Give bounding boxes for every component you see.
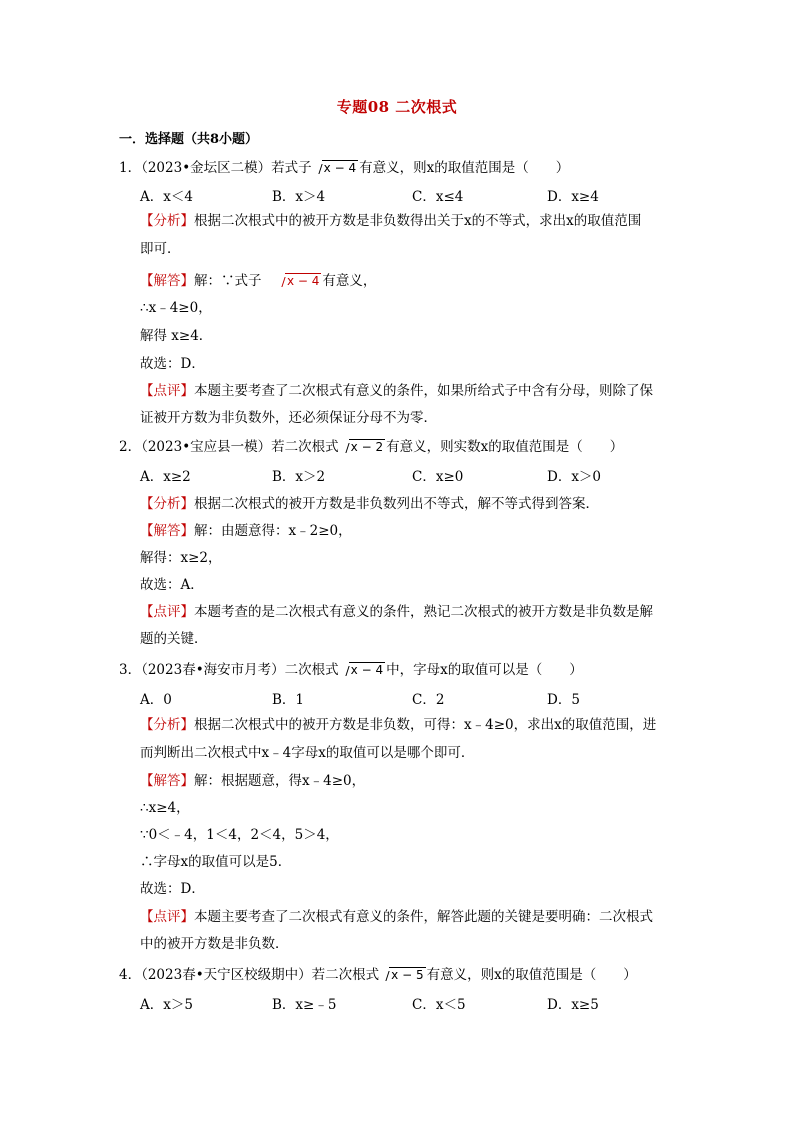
- question-3-comment: 【点评】本题主要考查了二次根式有意义的条件，解答此题的关键是要明确：二次根式: [140, 909, 653, 925]
- option-c: C．x≥0: [412, 469, 464, 485]
- solution-step: ∴x≥4，: [140, 800, 190, 816]
- solution-step: ∴字母x的取值可以是5．: [140, 854, 292, 870]
- option-d: D．x≥5: [547, 997, 599, 1013]
- option-b: B．1: [272, 692, 305, 708]
- question-4-options: [140, 993, 740, 1013]
- option-a: A．x＞5: [140, 997, 193, 1013]
- question-2-options: [140, 465, 740, 485]
- option-d: D．x＞0: [547, 469, 602, 485]
- question-2-stem: 2．（2023•宝应县一模）若二次根式 x − 2 有意义，则实数x的取值范围是（ ）: [119, 439, 624, 455]
- solution-step: ∴x﹣4≥0，: [140, 300, 212, 316]
- solution-step: ∵0＜﹣4，1＜4，2＜4，5＞4，: [140, 827, 339, 843]
- question-1-options: [140, 185, 740, 205]
- option-b: B．x＞4: [272, 189, 326, 205]
- sqrt-expression: x − 5: [380, 965, 425, 985]
- question-3-answer: 【解答】解：根据题意，得x﹣4≥0，: [140, 773, 366, 789]
- question-4-stem: 4．（2023春•天宁区校级期中）若二次根式 x − 5 有意义，则x的取值范围是（ ）: [119, 967, 637, 983]
- question-2-comment-cont: 题的关键．: [140, 631, 208, 647]
- option-d: D．x≥4: [547, 189, 599, 205]
- option-c: C．2: [412, 692, 445, 708]
- question-1-comment: 【点评】本题主要考查了二次根式有意义的条件，如果所给式子中含有分母，则除了保: [140, 383, 653, 399]
- question-2-answer: 【解答】解：由题意得：x﹣2≥0，: [140, 523, 352, 539]
- option-a: A．0: [140, 692, 172, 708]
- option-d: D．5: [547, 692, 580, 708]
- option-b: B．x≥﹣5: [272, 997, 337, 1013]
- option-c: C．x＜5: [412, 997, 466, 1013]
- sqrt-expression: x − 2: [340, 437, 385, 457]
- option-b: B．x＞2: [272, 469, 326, 485]
- question-3-options: [140, 688, 740, 708]
- question-3-comment-cont: 中的被开方数是非负数．: [140, 936, 289, 952]
- question-1-comment-cont: 证被开方数为非负数外，还必须保证分母不为零．: [140, 410, 437, 426]
- question-1-analysis-cont: 即可．: [140, 241, 181, 257]
- sqrt-expression: x − 4: [313, 158, 358, 178]
- sqrt-expression: x − 4: [276, 271, 321, 291]
- question-1-answer: 【解答】解：∵式子 x − 4 有意义，: [140, 273, 377, 289]
- page-title: 专题08 二次根式: [336, 98, 458, 116]
- option-c: C．x≤4: [412, 189, 464, 205]
- solution-step: 解得 x≥4．: [140, 328, 213, 344]
- question-2-analysis: 【分析】根据二次根式的被开方数是非负数列出不等式，解不等式得到答案．: [140, 496, 599, 512]
- question-1-stem: 1．（2023•金坛区二模）若式子 x − 4 有意义，则x的取值范围是（ ）: [119, 160, 570, 176]
- question-3-stem: 3．（2023春•海安市月考）二次根式 x − 4 中，字母x的取值可以是（ ）: [119, 662, 583, 678]
- solution-choice: 故选：A．: [140, 577, 204, 593]
- question-1-analysis: 【分析】根据二次根式中的被开方数是非负数得出关于x的不等式，求出x的取值范围: [140, 213, 642, 229]
- solution-step: 解得：x≥2，: [140, 550, 222, 566]
- question-2-comment: 【点评】本题考查的是二次根式有意义的条件，熟记二次根式的被开方数是非负数是解: [140, 604, 653, 620]
- question-3-analysis: 【分析】根据二次根式中的被开方数是非负数，可得：x﹣4≥0，求出x的取值范围，进: [140, 717, 657, 733]
- solution-choice: 故选：D．: [140, 356, 205, 372]
- sqrt-expression: x − 4: [340, 660, 385, 680]
- solution-choice: 故选：D．: [140, 881, 205, 897]
- question-3-analysis-cont: 而判断出二次根式中x﹣4字母x的取值可以是哪个即可．: [140, 745, 475, 761]
- section-heading: 一．选择题（共8小题）: [119, 132, 259, 147]
- option-a: A．x＜4: [140, 189, 193, 205]
- option-a: A．x≥2: [140, 469, 191, 485]
